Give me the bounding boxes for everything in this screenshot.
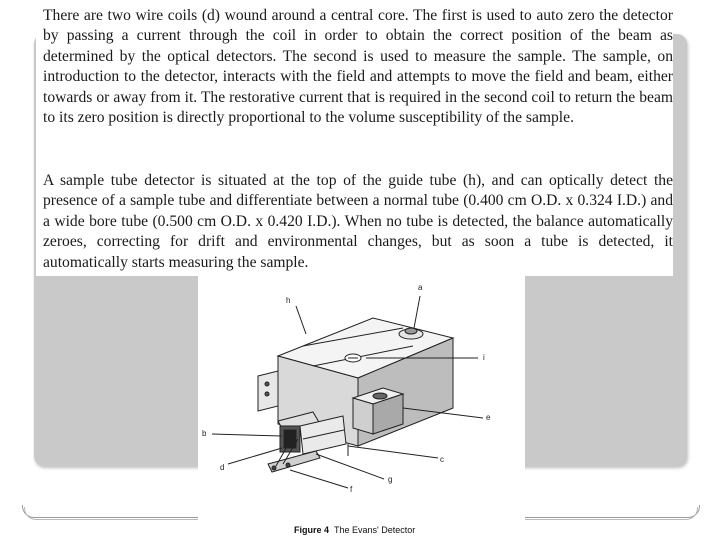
label-h: h — [286, 296, 291, 305]
paragraph-sample-tube-detector: A sample tube detector is situated at the top of the guide tube (h), and can optically detect the presence of a sample tube and differentiate between a normal tube (0.400 cm O.D. x 0.324 I.D.) and a wide bore tube (0.500 cm O.D. x 0.420 I.D.). When no tube is detected, the balance automatically zeroes, correcting for drift and environmental changes, but as soon a tube is detected, it automatically starts measuring the sample. — [43, 172, 673, 271]
scanned-text-block — [36, 0, 673, 276]
label-b: b — [202, 429, 207, 438]
paragraph-wire-coils: There are two wire coils (d) wound around a central core. The first is used to auto zero the detector by passing a current through the coil in order to obtain the correct position of the beam as determined by the optical detectors. The second is used to measure the sample. The sample, on introduction to the detector, interacts with the field and attempts to move the field and beam, either towards or away from it. The restorative current that is required in the second coil to return the beam to its zero position is directly proportional to the volume susceptibility of the sample. — [43, 7, 673, 127]
label-a: a — [418, 283, 423, 292]
label-g: g — [388, 475, 393, 484]
label-d: d — [220, 463, 225, 472]
label-f: f — [350, 485, 353, 494]
evans-detector-figure — [198, 276, 525, 540]
label-c: c — [440, 455, 444, 464]
label-e: e — [486, 413, 491, 422]
label-i: i — [483, 353, 485, 362]
figure-caption — [294, 525, 464, 535]
figure-title: The Evans' Detector — [334, 525, 416, 535]
detector-drawing — [198, 276, 525, 540]
figure-number: Figure 4 — [294, 525, 330, 535]
